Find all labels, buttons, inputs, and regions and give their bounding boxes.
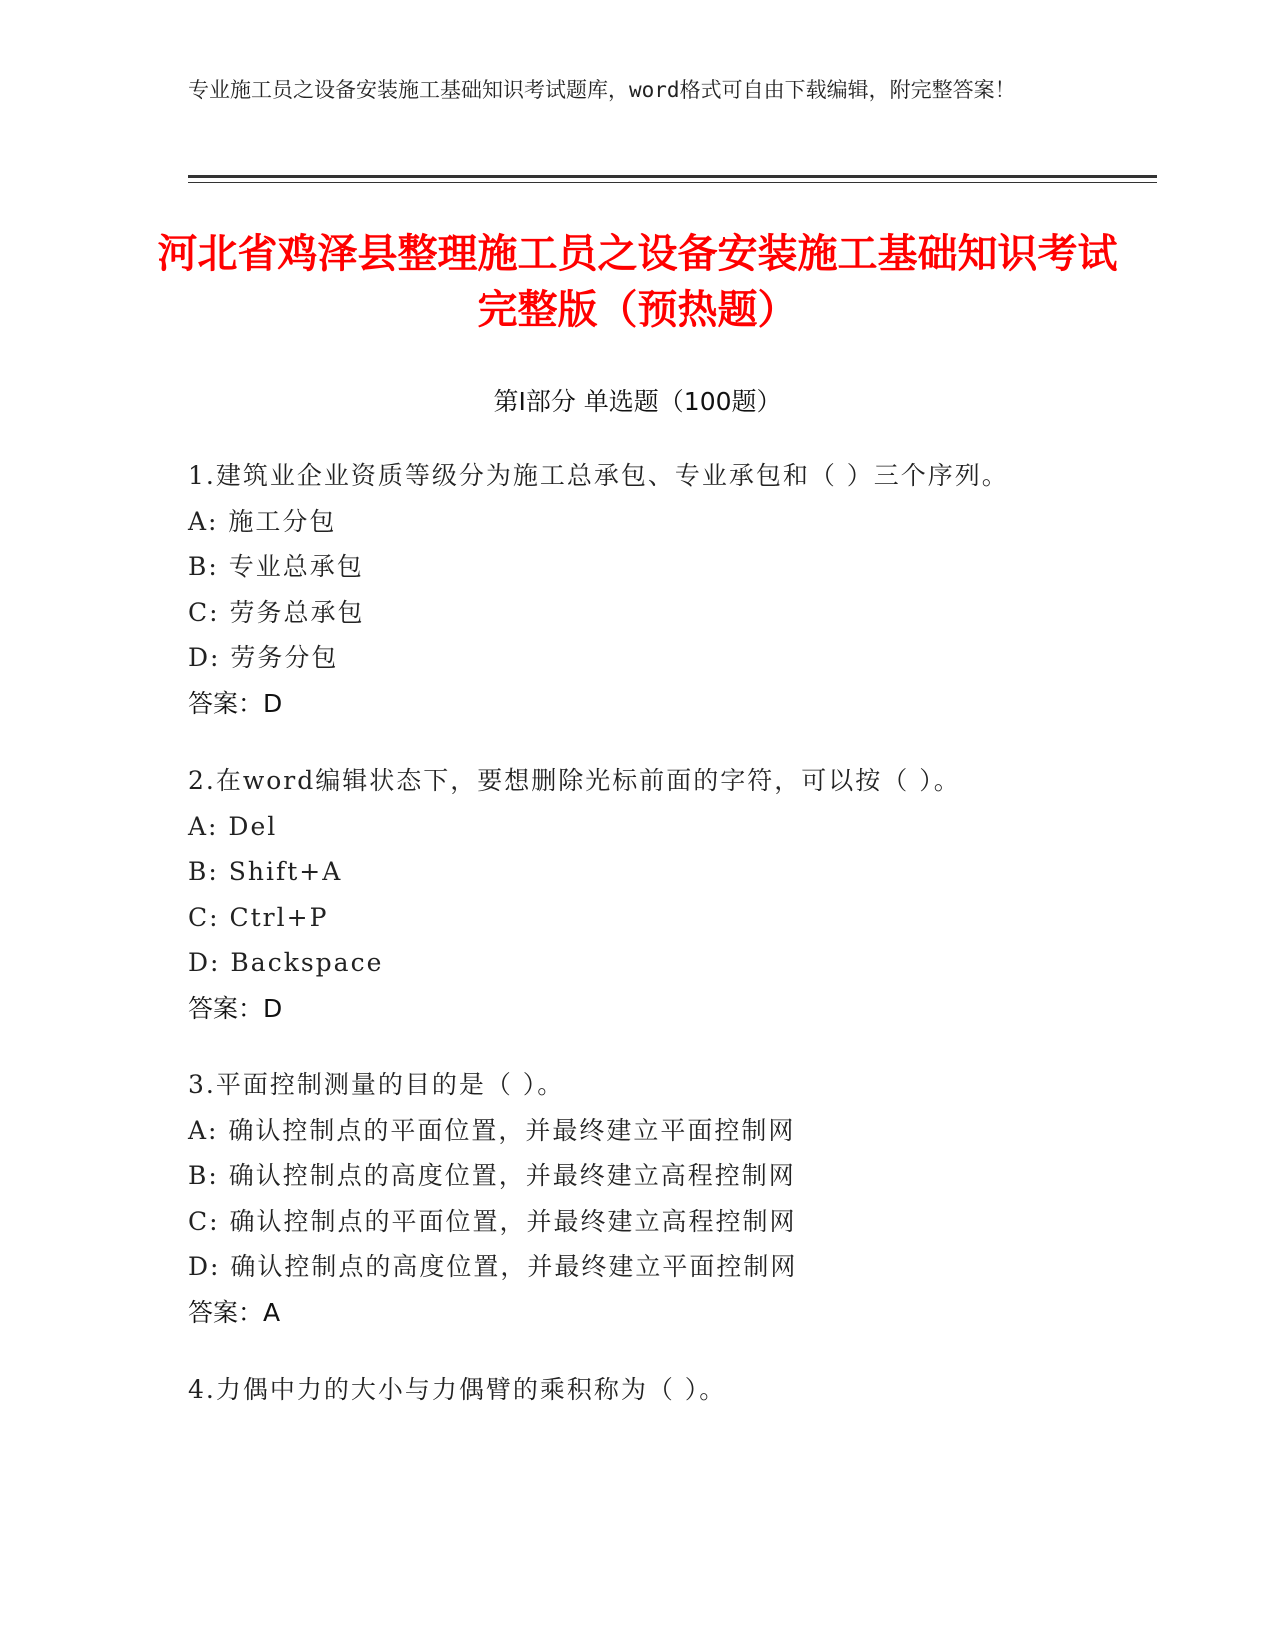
option-c: C: 确认控制点的平面位置，并最终建立高程控制网 bbox=[188, 1206, 797, 1236]
header-divider-thin bbox=[188, 182, 1157, 183]
document-title: 河北省鸡泽县整理施工员之设备安装施工基础知识考试完整版（预热题） bbox=[157, 231, 1118, 333]
header-divider-thick bbox=[188, 175, 1157, 178]
question-2 bbox=[188, 758, 1128, 1031]
option-d: D: Backspace bbox=[188, 948, 384, 977]
answer: 答案：A bbox=[188, 1297, 281, 1327]
option-b: B: 确认控制点的高度位置，并最终建立高程控制网 bbox=[188, 1161, 796, 1190]
option-d: D: 确认控制点的高度位置，并最终建立平面控制网 bbox=[188, 1252, 798, 1281]
header-note: 专业施工员之设备安装施工基础知识考试题库，word格式可自由下载编辑，附完整答案！ bbox=[188, 78, 1016, 102]
question-stem: 3.平面控制测量的目的是（ ）。 bbox=[188, 1070, 565, 1099]
option-b: B: 专业总承包 bbox=[188, 552, 364, 581]
option-b: B: Shift+A bbox=[188, 857, 343, 886]
option-a: A: Del bbox=[188, 811, 278, 841]
question-3 bbox=[188, 1062, 1128, 1335]
question-4 bbox=[188, 1367, 1128, 1413]
question-stem: 2.在word编辑状态下，要想删除光标前面的字符，可以按（ ）。 bbox=[188, 766, 961, 795]
question-stem: 4.力偶中力的大小与力偶臂的乘积称为（ ）。 bbox=[188, 1375, 727, 1404]
option-a: A: 施工分包 bbox=[188, 506, 337, 536]
question-stem: 1.建筑业企业资质等级分为施工总承包、专业承包和（ ）三个序列。 bbox=[188, 461, 1009, 490]
option-c: C: 劳务总承包 bbox=[188, 597, 365, 627]
option-a: A: 确认控制点的平面位置，并最终建立平面控制网 bbox=[188, 1115, 796, 1145]
section-title: 第Ⅰ部分 单选题（100题） bbox=[493, 387, 782, 416]
answer: 答案：D bbox=[188, 688, 283, 718]
option-c: C: Ctrl+P bbox=[188, 902, 329, 932]
answer: 答案：D bbox=[188, 993, 283, 1023]
option-d: D: 劳务分包 bbox=[188, 643, 339, 672]
question-1 bbox=[188, 453, 1128, 726]
